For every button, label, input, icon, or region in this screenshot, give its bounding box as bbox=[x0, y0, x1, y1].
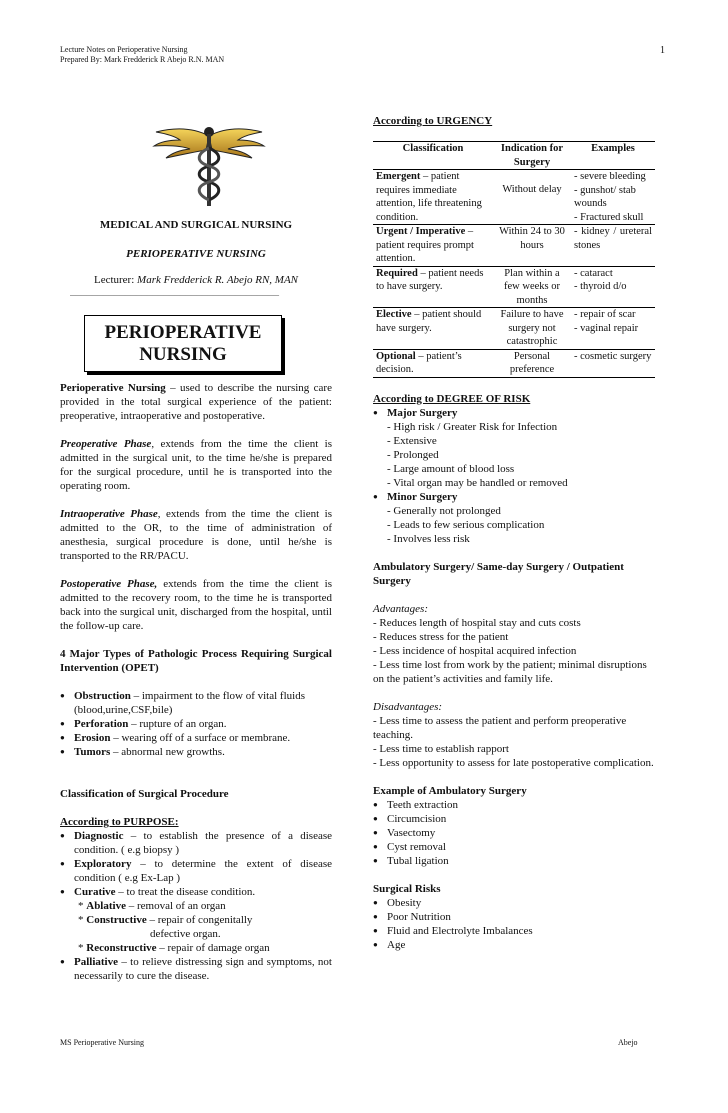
intraoperative-term: Intraoperative Phase bbox=[60, 508, 158, 520]
list-item: - Less time to assess the patient and perform preoperative teaching. bbox=[373, 714, 627, 741]
major-surgery-list bbox=[373, 420, 655, 490]
postoperative-paragraph bbox=[60, 577, 332, 633]
list-item-diagnostic: ● Diagnostic – to establish the presence of a disease condition. ( e.g biopsy ) bbox=[60, 829, 332, 857]
list-item: ● Teeth extraction bbox=[373, 798, 655, 812]
opet-list bbox=[60, 689, 332, 759]
list-item: ● Tubal ligation bbox=[373, 854, 655, 868]
box-title-line-1: PERIOPERATIVE bbox=[104, 322, 262, 343]
preoperative-paragraph bbox=[60, 437, 332, 493]
list-item-exploratory: ● Exploratory – to determine the extent of disease condition ( e.g Ex-Lap ) bbox=[60, 857, 332, 885]
header-line-2: Prepared By: Mark Fredderick R Abejo R.N. MAN bbox=[60, 55, 225, 64]
column-header: Classification bbox=[373, 142, 493, 170]
urgency-heading: According to URGENCY bbox=[373, 115, 493, 127]
ambulatory-examples-list bbox=[373, 798, 655, 868]
list-item: - Involves less risk bbox=[387, 532, 470, 545]
column-header: Indication for Surgery bbox=[493, 142, 571, 170]
right-column bbox=[373, 112, 655, 952]
urgency-table bbox=[373, 141, 655, 378]
minor-surgery-list bbox=[373, 504, 655, 546]
opet-heading: 4 Major Types of Pathologic Process Requiring Surgical Intervention (OPET) bbox=[60, 648, 332, 674]
footer-left: MS Perioperative Nursing bbox=[60, 1038, 144, 1047]
list-item: ● Cyst removal bbox=[373, 840, 655, 854]
table-cell: Elective – patient should have surgery. bbox=[373, 308, 493, 350]
table-cell: Without delay bbox=[493, 170, 571, 225]
major-surgery-label: ● Major Surgery bbox=[373, 406, 655, 420]
advantages-list bbox=[373, 616, 655, 686]
list-item: - Less time lost from work by the patient; minimal disruptions on the patient’s activities and family life. bbox=[373, 658, 647, 685]
advantages-label: Advantages: bbox=[373, 602, 428, 615]
list-item: - Less time to establish rapport bbox=[373, 742, 509, 755]
table-cell: Personal preference bbox=[493, 349, 571, 377]
sub-item-ablative: * Ablative – removal of an organ bbox=[78, 900, 226, 912]
disadvantages-label: Disadvantages: bbox=[373, 700, 443, 713]
sub-item-constructive-continued: defective organ. bbox=[150, 928, 221, 940]
list-item: ● Obstruction – impairment to the flow of vital fluids (blood,urine,CSF,bile) bbox=[60, 689, 332, 717]
list-item: ● Obesity bbox=[373, 896, 655, 910]
definition-text: – used to describe the nursing care provided in the total surgical experience of the patient: preoperative, intraoperative and postoperative. bbox=[60, 382, 332, 422]
table-cell: Emergent – patient requires immediate attention, life threatening condition. bbox=[373, 170, 493, 225]
list-item: - Reduces length of hospital stay and cuts costs bbox=[373, 616, 581, 629]
table-cell: - severe bleeding - gunshot/ stab wounds - Fractured skull bbox=[571, 170, 655, 225]
surgical-risks-list bbox=[373, 896, 655, 952]
example-ambulatory-heading: Example of Ambulatory Surgery bbox=[373, 784, 527, 797]
table-cell: Urgent / Imperative – patient requires prompt attention. bbox=[373, 225, 493, 267]
column-header: Examples bbox=[571, 142, 655, 170]
disadvantages-list bbox=[373, 714, 655, 770]
box-title-line-2: NURSING bbox=[139, 344, 227, 365]
list-item: - Less incidence of hospital acquired infection bbox=[373, 644, 577, 657]
classification-heading: Classification of Surgical Procedure bbox=[60, 788, 229, 800]
running-header bbox=[60, 45, 224, 65]
list-item: ● Perforation – rupture of an organ. bbox=[60, 717, 332, 731]
sub-item-reconstructive: * Reconstructive – repair of damage organ bbox=[78, 942, 270, 954]
table-row bbox=[373, 266, 655, 308]
list-item: - Reduces stress for the patient bbox=[373, 630, 509, 643]
footer-right: Abejo bbox=[618, 1038, 638, 1047]
table-row bbox=[373, 308, 655, 350]
postoperative-term: Postoperative Phase, bbox=[60, 578, 158, 590]
sub-item-constructive: * Constructive – repair of congenitally bbox=[78, 914, 253, 926]
intraoperative-text: , extends from the time the client is admitted to the OR, to the time of administration of anesthesia, surgical procedure is done, until he/she is transported to the RR/PACU. bbox=[60, 508, 332, 562]
list-item: - Large amount of blood loss bbox=[387, 462, 515, 475]
intraoperative-paragraph bbox=[60, 507, 332, 563]
perioperative-nursing-box bbox=[84, 315, 282, 372]
list-item: - Vital organ may be handled or removed bbox=[387, 476, 568, 489]
table-cell: Required – patient needs to have surgery. bbox=[373, 266, 493, 308]
lecturer-label: Lecturer: bbox=[93, 274, 138, 286]
list-item: - Prolonged bbox=[387, 448, 439, 461]
caduceus-logo bbox=[150, 118, 268, 208]
title-rule: ______________________________________ bbox=[70, 285, 279, 297]
list-item: ● Poor Nutrition bbox=[373, 910, 655, 924]
table-cell: Within 24 to 30 hours bbox=[493, 225, 571, 267]
postoperative-text: extends from the time the client is admitted to the recovery room, to the time he is transported back into the surgical unit, discharged from the hospital, until the follow-up care. bbox=[60, 578, 332, 632]
table-cell: - kidney / ureteral stones bbox=[571, 225, 655, 267]
list-item: - High risk / Greater Risk for Infection bbox=[387, 420, 558, 433]
list-item-curative: ● Curative – to treat the disease condition. bbox=[60, 885, 332, 899]
minor-surgery-label: ● Minor Surgery bbox=[373, 490, 655, 504]
course-title: MEDICAL AND SURGICAL NURSING bbox=[99, 219, 293, 231]
table-cell: Optional – patient’s decision. bbox=[373, 349, 493, 377]
list-item: - Generally not prolonged bbox=[387, 504, 501, 517]
list-item: ● Tumors – abnormal new growths. bbox=[60, 745, 332, 759]
list-item: - Less opportunity to assess for late postoperative complication. bbox=[373, 756, 654, 769]
list-item: ● Age bbox=[373, 938, 655, 952]
table-row bbox=[373, 349, 655, 377]
definition-paragraph bbox=[60, 381, 332, 423]
table-row bbox=[373, 225, 655, 267]
surgical-risks-heading: Surgical Risks bbox=[373, 882, 441, 895]
list-item: - Leads to few serious complication bbox=[387, 518, 545, 531]
preoperative-text: , extends from the time the client is admitted in the surgical unit, to the time he/she is prepared for the surgical procedure, until he is transported into the operating room. bbox=[60, 438, 332, 492]
list-item: ● Vasectomy bbox=[373, 826, 655, 840]
caduceus-icon bbox=[150, 118, 268, 208]
left-column-body bbox=[60, 381, 332, 983]
preoperative-term: Preoperative Phase bbox=[60, 438, 152, 450]
course-subtitle: PERIOPERATIVE NURSING bbox=[126, 248, 266, 260]
table-cell: Failure to have surgery not catastrophic bbox=[493, 308, 571, 350]
ambulatory-heading: Ambulatory Surgery/ Same-day Surgery / Outpatient Surgery bbox=[373, 560, 624, 587]
definition-term: Perioperative Nursing bbox=[60, 382, 166, 394]
table-cell: Plan within a few weeks or months bbox=[493, 266, 571, 308]
list-item: ● Erosion – wearing off of a surface or membrane. bbox=[60, 731, 332, 745]
list-item: - Extensive bbox=[387, 434, 437, 447]
page-number: 1 bbox=[660, 45, 665, 56]
list-item-palliative: ● Palliative – to relieve distressing sign and symptoms, not necessarily to cure the disease. bbox=[60, 955, 332, 983]
lecturer-name: Mark Fredderick R. Abejo RN, MAN bbox=[137, 274, 299, 286]
table-cell: - cataract - thyroid d/o bbox=[571, 266, 655, 308]
table-header-row bbox=[373, 142, 655, 170]
purpose-heading: According to PURPOSE: bbox=[60, 816, 179, 828]
header-line-1: Lecture Notes on Perioperative Nursing bbox=[60, 45, 188, 54]
table-row bbox=[373, 170, 655, 225]
table-cell: - cosmetic surgery bbox=[571, 349, 655, 377]
list-item: ● Circumcision bbox=[373, 812, 655, 826]
list-item: ● Fluid and Electrolyte Imbalances bbox=[373, 924, 655, 938]
risk-heading: According to DEGREE OF RISK bbox=[373, 392, 531, 405]
table-cell: - repair of scar - vaginal repair bbox=[571, 308, 655, 350]
